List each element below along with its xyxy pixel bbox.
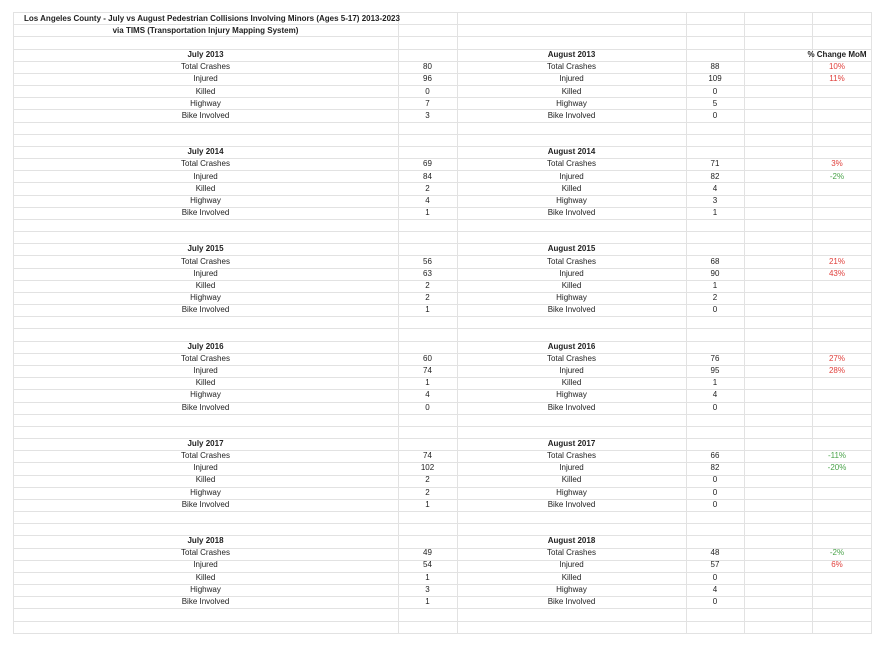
july-value[interactable]: 2 — [425, 293, 430, 303]
july-value[interactable]: 1 — [425, 378, 430, 388]
grid-cell[interactable] — [813, 37, 872, 49]
grid-cell[interactable] — [399, 49, 458, 61]
august-header[interactable]: August 2018 — [547, 536, 596, 545]
july-value[interactable]: 56 — [423, 256, 432, 266]
july-header[interactable]: July 2018 — [187, 536, 224, 545]
grid-cell[interactable] — [399, 244, 458, 256]
august-value[interactable]: 4 — [712, 584, 718, 594]
august-row-label[interactable]: Killed — [561, 281, 582, 290]
august-header[interactable]: August 2017 — [547, 438, 596, 448]
august-row-label[interactable]: Bike Involved — [547, 305, 596, 315]
grid-cell[interactable] — [458, 37, 687, 49]
grid-cell[interactable] — [813, 317, 872, 329]
grid-cell[interactable] — [745, 219, 813, 231]
grid-cell[interactable] — [687, 232, 745, 244]
july-header[interactable]: July 2014 — [187, 147, 224, 157]
grid-cell[interactable] — [687, 512, 745, 524]
july-row-label[interactable]: Bike Involved — [181, 597, 230, 606]
grid-cell[interactable] — [745, 378, 813, 390]
grid-cell[interactable] — [14, 122, 399, 134]
grid-cell[interactable] — [813, 621, 872, 633]
grid-cell[interactable] — [687, 414, 745, 426]
august-header[interactable]: August 2013 — [547, 50, 596, 59]
july-value[interactable]: 4 — [425, 390, 430, 400]
grid-cell[interactable] — [399, 219, 458, 231]
july-row-label[interactable]: Highway — [190, 584, 221, 594]
grid-cell[interactable] — [687, 219, 745, 231]
july-row-label[interactable]: Bike Involved — [181, 111, 230, 120]
grid-cell[interactable] — [458, 232, 687, 244]
grid-cell[interactable] — [745, 280, 813, 292]
august-value[interactable]: 5 — [712, 98, 718, 108]
july-row-label[interactable]: Total Crashes — [181, 353, 230, 363]
grid-cell[interactable] — [813, 329, 872, 341]
grid-cell[interactable] — [745, 37, 813, 49]
grid-cell[interactable] — [813, 390, 872, 402]
grid-cell[interactable] — [14, 317, 399, 329]
july-row-label[interactable]: Highway — [190, 196, 221, 205]
august-row-label[interactable]: Highway — [556, 390, 587, 400]
july-row-label[interactable]: Highway — [190, 390, 221, 400]
grid-cell[interactable] — [745, 305, 813, 317]
august-value[interactable]: 0 — [712, 572, 718, 582]
july-row-label[interactable]: Injured — [193, 366, 218, 375]
july-value[interactable]: 69 — [423, 159, 432, 169]
august-row-label[interactable]: Injured — [559, 74, 584, 84]
august-row-label[interactable]: Highway — [556, 293, 587, 303]
august-row-label[interactable]: Highway — [556, 98, 587, 108]
july-value[interactable]: 1 — [425, 305, 430, 315]
grid-cell[interactable] — [813, 378, 872, 390]
august-value[interactable]: 2 — [712, 293, 718, 303]
grid-cell[interactable] — [745, 512, 813, 524]
august-value[interactable]: 0 — [712, 402, 718, 412]
grid-cell[interactable] — [813, 499, 872, 511]
july-row-label[interactable]: Total Crashes — [181, 62, 230, 72]
sheet-subtitle[interactable]: via TIMS (Transportation Injury Mapping System) — [112, 26, 299, 35]
august-value[interactable]: 109 — [708, 74, 722, 84]
grid-cell[interactable] — [687, 524, 745, 536]
grid-cell[interactable] — [745, 475, 813, 487]
grid-cell[interactable] — [458, 329, 687, 341]
august-value[interactable]: 0 — [712, 86, 718, 96]
july-row-label[interactable]: Total Crashes — [181, 548, 230, 558]
august-value[interactable]: 66 — [710, 451, 720, 460]
grid-cell[interactable] — [14, 232, 399, 244]
july-value[interactable]: 3 — [425, 584, 430, 594]
july-value[interactable]: 2 — [425, 183, 430, 193]
grid-cell[interactable] — [399, 329, 458, 341]
pct-change-value[interactable]: -11% — [827, 451, 847, 460]
august-value[interactable]: 1 — [712, 208, 718, 218]
pct-change-value[interactable]: 21% — [828, 256, 845, 266]
grid-cell[interactable] — [399, 25, 458, 37]
grid-cell[interactable] — [399, 232, 458, 244]
grid-cell[interactable] — [745, 98, 813, 110]
august-row-label[interactable]: Highway — [556, 584, 587, 594]
pct-change-value[interactable]: -2% — [829, 171, 845, 181]
august-row-label[interactable]: Total Crashes — [547, 548, 596, 558]
july-value[interactable]: 0 — [425, 86, 430, 96]
july-value[interactable]: 1 — [425, 597, 430, 606]
august-value[interactable]: 0 — [712, 499, 718, 509]
grid-cell[interactable] — [813, 597, 872, 609]
grid-cell[interactable] — [813, 414, 872, 426]
grid-cell[interactable] — [14, 37, 399, 49]
july-value[interactable]: 63 — [423, 268, 432, 278]
july-value[interactable]: 60 — [423, 353, 432, 363]
grid-cell[interactable] — [399, 512, 458, 524]
august-value[interactable]: 95 — [710, 366, 720, 375]
pct-change-value[interactable]: -2% — [829, 548, 845, 558]
grid-cell[interactable] — [399, 13, 458, 25]
grid-cell[interactable] — [813, 110, 872, 122]
august-value[interactable]: 82 — [710, 463, 720, 473]
august-value[interactable]: 68 — [710, 256, 720, 266]
pct-change-value[interactable]: 43% — [828, 268, 845, 278]
august-value[interactable]: 1 — [712, 378, 718, 388]
pct-change-value[interactable]: 27% — [828, 353, 845, 363]
august-value[interactable]: 4 — [712, 183, 718, 193]
grid-cell[interactable] — [745, 414, 813, 426]
july-row-label[interactable]: Injured — [193, 463, 218, 473]
grid-cell[interactable] — [745, 207, 813, 219]
grid-cell[interactable] — [813, 244, 872, 256]
july-row-label[interactable]: Highway — [190, 293, 221, 303]
august-value[interactable]: 3 — [712, 196, 718, 205]
grid-cell[interactable] — [745, 585, 813, 597]
grid-cell[interactable] — [745, 244, 813, 256]
grid-cell[interactable] — [745, 329, 813, 341]
august-row-label[interactable]: Total Crashes — [547, 451, 596, 460]
grid-cell[interactable] — [813, 585, 872, 597]
july-row-label[interactable]: Injured — [193, 268, 218, 278]
grid-cell[interactable] — [458, 426, 687, 438]
grid-cell[interactable] — [813, 25, 872, 37]
grid-cell[interactable] — [813, 402, 872, 414]
august-value[interactable]: 57 — [710, 560, 720, 570]
grid-cell[interactable] — [745, 487, 813, 499]
grid-cell[interactable] — [813, 122, 872, 134]
august-row-label[interactable]: Total Crashes — [547, 62, 596, 72]
grid-cell[interactable] — [745, 122, 813, 134]
grid-cell[interactable] — [745, 232, 813, 244]
august-row-label[interactable]: Injured — [559, 463, 584, 473]
grid-cell[interactable] — [399, 414, 458, 426]
july-value[interactable]: 96 — [423, 74, 432, 84]
grid-cell[interactable] — [687, 439, 745, 451]
grid-cell[interactable] — [813, 524, 872, 536]
grid-cell[interactable] — [745, 572, 813, 584]
pct-change-header[interactable]: % Change MoM — [807, 50, 867, 59]
grid-cell[interactable] — [458, 609, 687, 621]
july-row-label[interactable]: Killed — [195, 86, 216, 96]
july-value[interactable]: 4 — [425, 196, 430, 205]
grid-cell[interactable] — [745, 609, 813, 621]
august-row-label[interactable]: Highway — [556, 487, 587, 497]
july-value[interactable]: 49 — [423, 548, 432, 558]
july-row-label[interactable]: Injured — [193, 171, 218, 181]
grid-cell[interactable] — [813, 609, 872, 621]
august-row-label[interactable]: Bike Involved — [547, 499, 596, 509]
july-value[interactable]: 74 — [423, 451, 432, 460]
july-row-label[interactable]: Killed — [195, 378, 216, 388]
grid-cell[interactable] — [813, 207, 872, 219]
grid-cell[interactable] — [687, 13, 745, 25]
july-header[interactable]: July 2015 — [187, 244, 224, 254]
grid-cell[interactable] — [745, 13, 813, 25]
august-row-label[interactable]: Bike Involved — [547, 208, 596, 218]
grid-cell[interactable] — [14, 134, 399, 146]
august-row-label[interactable]: Bike Involved — [547, 597, 596, 606]
grid-cell[interactable] — [14, 609, 399, 621]
grid-cell[interactable] — [687, 317, 745, 329]
pct-change-value[interactable]: 3% — [831, 159, 843, 169]
july-row-label[interactable]: Injured — [193, 74, 218, 84]
august-row-label[interactable]: Bike Involved — [547, 402, 596, 412]
july-row-label[interactable]: Bike Involved — [181, 499, 230, 509]
july-row-label[interactable]: Bike Involved — [181, 208, 230, 218]
august-row-label[interactable]: Injured — [559, 560, 584, 570]
grid-cell[interactable] — [14, 512, 399, 524]
grid-cell[interactable] — [813, 292, 872, 304]
grid-cell[interactable] — [813, 146, 872, 158]
grid-cell[interactable] — [687, 244, 745, 256]
grid-cell[interactable] — [399, 317, 458, 329]
august-value[interactable]: 1 — [712, 281, 718, 290]
august-value[interactable]: 4 — [712, 390, 718, 400]
grid-cell[interactable] — [745, 402, 813, 414]
august-row-label[interactable]: Killed — [561, 572, 582, 582]
august-value[interactable]: 71 — [710, 159, 720, 169]
july-value[interactable]: 1 — [425, 499, 430, 509]
july-value[interactable]: 0 — [425, 402, 430, 412]
grid-cell[interactable] — [458, 414, 687, 426]
grid-cell[interactable] — [813, 219, 872, 231]
grid-cell[interactable] — [745, 439, 813, 451]
grid-cell[interactable] — [813, 305, 872, 317]
grid-cell[interactable] — [813, 475, 872, 487]
pct-change-value[interactable]: 28% — [828, 366, 845, 375]
july-row-label[interactable]: Bike Involved — [181, 402, 230, 412]
grid-cell[interactable] — [813, 98, 872, 110]
grid-cell[interactable] — [687, 134, 745, 146]
grid-cell[interactable] — [458, 122, 687, 134]
july-value[interactable]: 1 — [425, 572, 430, 582]
grid-cell[interactable] — [458, 512, 687, 524]
grid-cell[interactable] — [458, 25, 687, 37]
sheet-title[interactable]: Los Angeles County - July vs August Pedestrian Collisions Involving Minors (Ages 5-17) 2013-2023 — [24, 14, 400, 23]
grid-cell[interactable] — [14, 329, 399, 341]
grid-cell[interactable] — [399, 426, 458, 438]
july-value[interactable]: 3 — [425, 111, 430, 120]
august-value[interactable]: 0 — [712, 305, 718, 315]
grid-cell[interactable] — [399, 524, 458, 536]
august-value[interactable]: 76 — [710, 353, 720, 363]
august-row-label[interactable]: Injured — [559, 171, 584, 181]
august-value[interactable]: 0 — [712, 111, 718, 120]
grid-cell[interactable] — [745, 499, 813, 511]
grid-cell[interactable] — [745, 25, 813, 37]
july-value[interactable]: 7 — [425, 98, 430, 108]
august-row-label[interactable]: Total Crashes — [547, 159, 596, 169]
july-row-label[interactable]: Injured — [193, 560, 218, 570]
july-row-label[interactable]: Killed — [195, 475, 216, 485]
august-row-label[interactable]: Total Crashes — [547, 353, 596, 363]
august-value[interactable]: 88 — [710, 62, 720, 72]
august-header[interactable]: August 2015 — [547, 244, 596, 254]
july-row-label[interactable]: Total Crashes — [181, 256, 230, 266]
grid-cell[interactable] — [687, 122, 745, 134]
grid-cell[interactable] — [813, 195, 872, 207]
grid-cell[interactable] — [687, 49, 745, 61]
july-row-label[interactable]: Highway — [190, 487, 221, 497]
grid-cell[interactable] — [687, 37, 745, 49]
grid-cell[interactable] — [813, 426, 872, 438]
july-row-label[interactable]: Highway — [190, 98, 221, 108]
august-header[interactable]: August 2014 — [547, 147, 596, 157]
grid-cell[interactable] — [813, 572, 872, 584]
august-row-label[interactable]: Killed — [561, 86, 582, 96]
grid-cell[interactable] — [458, 134, 687, 146]
grid-cell[interactable] — [399, 37, 458, 49]
august-value[interactable]: 82 — [710, 171, 720, 181]
pct-change-value[interactable]: 10% — [828, 62, 845, 72]
july-value[interactable]: 2 — [425, 487, 430, 497]
august-row-label[interactable]: Killed — [561, 183, 582, 193]
july-value[interactable]: 84 — [423, 171, 432, 181]
grid-cell[interactable] — [745, 292, 813, 304]
grid-cell[interactable] — [813, 487, 872, 499]
grid-cell[interactable] — [458, 317, 687, 329]
grid-cell[interactable] — [745, 110, 813, 122]
grid-cell[interactable] — [399, 621, 458, 633]
grid-cell[interactable] — [458, 13, 687, 25]
grid-cell[interactable] — [458, 621, 687, 633]
july-header[interactable]: July 2017 — [187, 438, 224, 448]
grid-cell[interactable] — [14, 414, 399, 426]
grid-cell[interactable] — [813, 280, 872, 292]
august-row-label[interactable]: Killed — [561, 378, 582, 388]
grid-cell[interactable] — [14, 621, 399, 633]
pct-change-value[interactable]: 11% — [829, 74, 845, 84]
july-value[interactable]: 102 — [420, 463, 435, 473]
july-value[interactable]: 1 — [425, 208, 430, 218]
grid-cell[interactable] — [687, 426, 745, 438]
grid-cell[interactable] — [399, 439, 458, 451]
grid-cell[interactable] — [745, 426, 813, 438]
july-value[interactable]: 2 — [425, 281, 430, 290]
grid-cell[interactable] — [458, 219, 687, 231]
grid-cell[interactable] — [745, 341, 813, 353]
grid-cell[interactable] — [813, 512, 872, 524]
grid-cell[interactable] — [745, 621, 813, 633]
august-row-label[interactable]: Bike Involved — [547, 111, 596, 120]
grid-cell[interactable] — [813, 232, 872, 244]
grid-cell[interactable] — [687, 621, 745, 633]
july-value[interactable]: 54 — [423, 560, 432, 570]
grid-cell[interactable] — [745, 317, 813, 329]
grid-cell[interactable] — [745, 86, 813, 98]
july-row-label[interactable]: Killed — [195, 281, 216, 290]
august-row-label[interactable]: Highway — [556, 196, 587, 205]
august-value[interactable]: 90 — [710, 268, 720, 278]
august-row-label[interactable]: Total Crashes — [547, 256, 596, 266]
grid-cell[interactable] — [745, 390, 813, 402]
august-row-label[interactable]: Killed — [561, 475, 582, 485]
grid-cell[interactable] — [687, 329, 745, 341]
grid-cell[interactable] — [399, 341, 458, 353]
august-header[interactable]: August 2016 — [547, 341, 596, 351]
spreadsheet — [13, 12, 871, 634]
july-row-label[interactable]: Total Crashes — [181, 451, 230, 460]
grid-cell[interactable] — [813, 183, 872, 195]
august-row-label[interactable]: Injured — [559, 366, 584, 375]
july-header[interactable]: July 2016 — [187, 341, 224, 351]
grid-cell[interactable] — [687, 341, 745, 353]
grid-cell[interactable] — [687, 146, 745, 158]
grid-cell[interactable] — [745, 597, 813, 609]
july-row-label[interactable]: Bike Involved — [181, 305, 230, 315]
pct-change-value[interactable]: -20% — [827, 463, 847, 473]
july-value[interactable]: 80 — [423, 62, 432, 72]
august-row-label[interactable]: Injured — [559, 268, 584, 278]
grid-cell[interactable] — [813, 86, 872, 98]
august-value[interactable]: 0 — [712, 597, 718, 606]
grid-cell[interactable] — [14, 219, 399, 231]
july-value[interactable]: 74 — [423, 366, 432, 375]
grid-cell[interactable] — [813, 341, 872, 353]
grid-cell[interactable] — [813, 134, 872, 146]
grid-cell[interactable] — [687, 609, 745, 621]
grid-cell[interactable] — [399, 146, 458, 158]
august-value[interactable]: 0 — [712, 487, 718, 497]
pct-change-value[interactable]: 6% — [831, 560, 843, 570]
july-row-label[interactable]: Total Crashes — [181, 159, 230, 169]
grid-cell[interactable] — [399, 134, 458, 146]
july-row-label[interactable]: Killed — [195, 572, 216, 582]
july-value[interactable]: 2 — [425, 475, 430, 485]
grid-cell[interactable] — [745, 524, 813, 536]
august-value[interactable]: 0 — [712, 475, 718, 485]
july-row-label[interactable]: Killed — [195, 183, 216, 193]
july-header[interactable]: July 2013 — [187, 50, 224, 59]
grid-cell[interactable] — [745, 146, 813, 158]
grid-cell[interactable] — [813, 439, 872, 451]
august-value[interactable]: 48 — [710, 548, 720, 558]
grid-cell[interactable] — [745, 195, 813, 207]
grid-cell[interactable] — [14, 426, 399, 438]
grid-cell[interactable] — [745, 134, 813, 146]
grid-cell[interactable] — [399, 122, 458, 134]
grid-cell[interactable] — [745, 183, 813, 195]
grid-cell[interactable] — [399, 609, 458, 621]
grid-cell[interactable] — [813, 13, 872, 25]
grid-cell[interactable] — [687, 25, 745, 37]
